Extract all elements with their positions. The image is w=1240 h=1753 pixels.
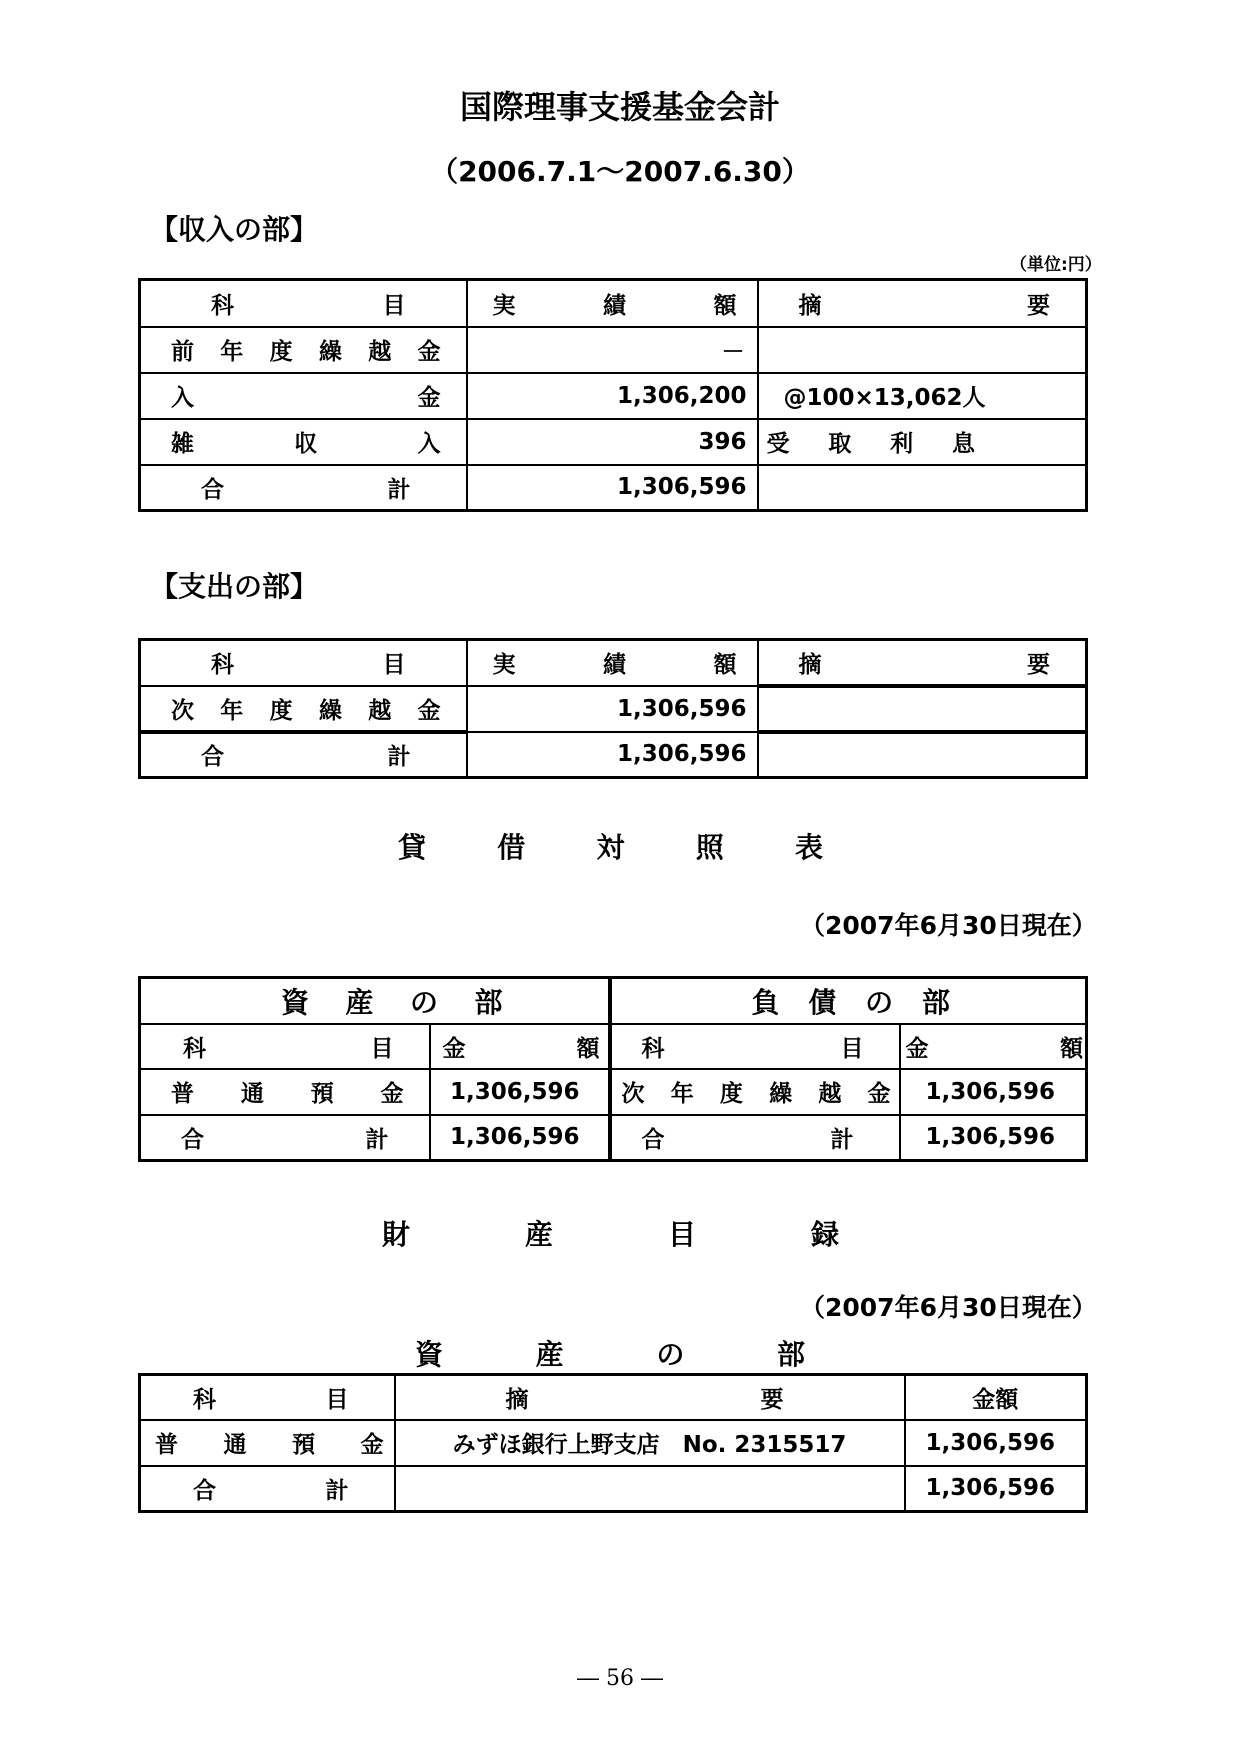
asset-total-amount: 1,306,596 <box>430 1115 610 1161</box>
page-number: ― 56 ― <box>577 1666 663 1691</box>
income-header-item: 科目 <box>140 280 467 327</box>
table-row <box>140 327 1087 373</box>
expense-table <box>138 638 1088 779</box>
inventory-header-note: 摘要 <box>395 1375 905 1420</box>
income-total-item: 合計 <box>140 465 467 511</box>
income-row-amount: 1,306,200 <box>467 373 758 419</box>
asset-amount: 1,306,596 <box>430 1069 610 1115</box>
expense-row-amount: 1,306,596 <box>467 686 758 732</box>
table-row <box>140 419 1087 465</box>
expense-header-note: 摘要 <box>758 640 1087 686</box>
liability-total-amount: 1,306,596 <box>900 1115 1087 1161</box>
inventory-subheader: 資産の部 <box>415 1338 805 1371</box>
income-total-amount: 1,306,596 <box>467 465 758 511</box>
inventory-total-item: 合計 <box>140 1466 395 1512</box>
document-period: （2006.7.1～2007.6.30） <box>430 155 810 188</box>
income-row-note <box>758 327 1087 373</box>
liability-total-item: 合計 <box>610 1115 900 1161</box>
income-row-note: 受取利息 <box>758 419 1087 465</box>
expense-total-amount: 1,306,596 <box>467 732 758 778</box>
table-row <box>140 1115 1087 1161</box>
income-row-note: @100×13,062人 <box>758 373 1087 419</box>
inventory-row-item: 普通預金 <box>140 1420 395 1466</box>
expense-header-item: 科目 <box>140 640 467 686</box>
liabilities-col-item: 科目 <box>610 1024 900 1069</box>
expense-total-item: 合計 <box>140 732 467 778</box>
assets-header: 資産の部 <box>140 978 610 1024</box>
income-header-amount: 実績額 <box>467 280 758 327</box>
income-row-amount: 396 <box>467 419 758 465</box>
table-row <box>140 465 1087 511</box>
balance-sheet-as-of: （2007年6月30日現在） <box>800 911 1097 940</box>
income-section-title: 【収入の部】 <box>150 213 319 246</box>
liabilities-header: 負債の部 <box>610 978 1087 1024</box>
income-row-item: 雑収入 <box>140 419 467 465</box>
income-total-note <box>758 465 1087 511</box>
inventory-header-item: 科目 <box>140 1375 395 1420</box>
inventory-total-note <box>395 1466 905 1512</box>
inventory-as-of: （2007年6月30日現在） <box>800 1293 1097 1322</box>
table-row <box>140 686 1087 732</box>
asset-total-item: 合計 <box>140 1115 430 1161</box>
inventory-row-amount: 1,306,596 <box>905 1420 1087 1466</box>
table-row <box>140 1420 1087 1466</box>
unit-label: （単位:円） <box>1010 255 1102 275</box>
balance-sheet-title: 貸借対照表 <box>398 831 823 864</box>
expense-total-note <box>758 732 1087 778</box>
table-row <box>140 1466 1087 1512</box>
document-title: 国際理事支援基金会計 <box>459 88 780 126</box>
balance-sheet-table <box>138 976 1088 1162</box>
table-row <box>140 1069 1087 1115</box>
income-table <box>138 278 1088 512</box>
table-row <box>140 373 1087 419</box>
table-row <box>140 732 1087 778</box>
assets-col-item: 科目 <box>140 1024 430 1069</box>
income-row-item: 前年度繰越金 <box>140 327 467 373</box>
expense-row-note <box>758 686 1087 732</box>
inventory-table <box>138 1373 1088 1513</box>
inventory-total-amount: 1,306,596 <box>905 1466 1087 1512</box>
liabilities-col-amount: 金額 <box>900 1024 1087 1069</box>
income-row-amount: － <box>467 327 758 373</box>
inventory-row-note: みずほ銀行上野支店 No. 2315517 <box>395 1420 905 1466</box>
income-header-note: 摘要 <box>758 280 1087 327</box>
income-row-item: 入金 <box>140 373 467 419</box>
expense-section-title: 【支出の部】 <box>150 570 319 603</box>
asset-item: 普通預金 <box>140 1069 430 1115</box>
assets-col-amount: 金額 <box>430 1024 610 1069</box>
liability-amount: 1,306,596 <box>900 1069 1087 1115</box>
inventory-title: 財産目録 <box>382 1218 839 1251</box>
inventory-header-amount: 金額 <box>905 1375 1087 1420</box>
expense-header-amount: 実績額 <box>467 640 758 686</box>
liability-item: 次年度繰越金 <box>610 1069 900 1115</box>
expense-row-item: 次年度繰越金 <box>140 686 467 732</box>
